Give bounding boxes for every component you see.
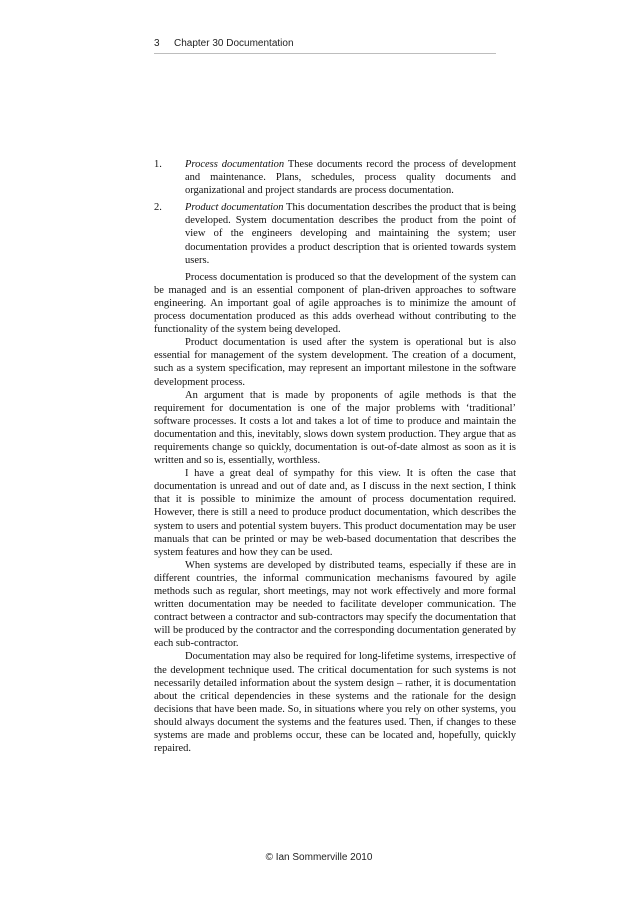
paragraph: Process documentation is produced so that the development of the system can be managed and is an essential component of plan-driven approaches to software engineering. An important goal of agile approaches is to minimize the amount of process documentation produced as this adds overhead without contributing to the functionality of the system being developed. xyxy=(154,271,516,336)
list-item xyxy=(154,201,516,266)
paragraph: Documentation may also be required for long-lifetime systems, irrespective of the development technique used. The critical documentation for such systems is not necessarily detailed information about the system design – rather, it is documentation about the critical dependencies in these systems and the rationale for the design decisions that have been made. So, in situations where you rely on other systems, you should always document the systems and the features used. Then, if changes to these systems are made and problems occur, these can be located and, hopefully, quickly repaired. xyxy=(154,651,516,755)
list-item-number: 2. xyxy=(154,202,162,214)
list-item-number: 1. xyxy=(154,159,162,170)
list-item-term: Product documentation xyxy=(185,202,284,214)
page-header xyxy=(154,38,496,54)
list-item-body xyxy=(185,201,516,266)
chapter-title: Chapter 30 Documentation xyxy=(174,38,294,49)
paragraph: I have a great deal of sympathy for this view. It is often the case that documentation is unread and out of date and, as I discuss in the next section, I think that it is possible to minimize the amount of process documentation required. However, there is still a need to produce product documentation, which describes the system to users and potential system buyers. This product documentation may be user manuals that can be printed or may be web-based documentation that describes the system features and how they can be used. xyxy=(154,468,516,558)
copyright-notice: © Ian Sommerville 2010 xyxy=(265,852,373,863)
list-item-term: Process documentation xyxy=(185,159,285,170)
list-item-text: These documents record the process of development and maintenance. Plans, schedules, process quality documents and organizational and project standards are process documentation. xyxy=(185,159,516,197)
list-item-text: This documentation describes the product that is being developed. System documentation describes the product from the point of view of the engineers developing and maintaining the system; user documentation provides a product description that is oriented towards system users. xyxy=(185,202,516,266)
page-number: 3 xyxy=(154,38,160,49)
page-footer xyxy=(0,852,638,863)
list-item-body xyxy=(185,158,516,197)
paragraph: When systems are developed by distributed teams, especially if these are in different countries, the informal communication mechanisms favoured by agile methods such as regular, short meetings, may not work effectively and more formal written documentation may be needed to facilitate developer communication. The contract between a contractor and sub-contractors may specify the documentation that will be produced by the contractor and the corresponding documentation generated by each sub-contractor. xyxy=(154,559,516,650)
paragraph: Product documentation is used after the system is operational but is also essential for management of the system development. The creation of a document, such as a system specification, may represent an important milestone in the software development process. xyxy=(154,337,516,388)
paragraph: An argument that is made by proponents of agile methods is that the requirement for documentation is one of the major problems with ‘traditional’ software processes. It costs a lot and takes a lot of time to produce and maintain the documentation and this, inevitably, slows down system production. They argue that as requirements change so quickly, documentation is out-of-date almost as soon as it is written and so is, essentially, worthless. xyxy=(154,389,516,467)
page-body xyxy=(154,158,516,755)
list-item xyxy=(154,158,516,197)
